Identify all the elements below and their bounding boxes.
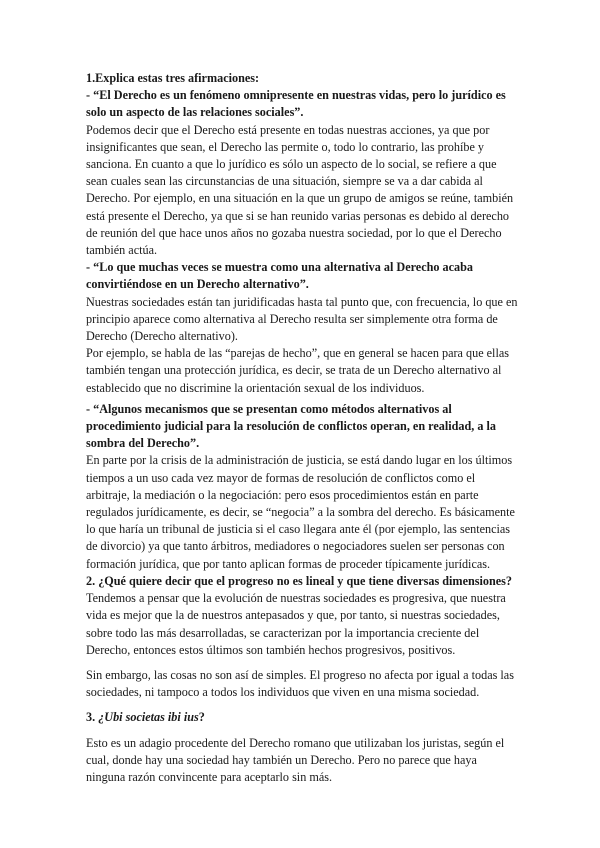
question-3-mark: ?: [198, 710, 205, 725]
statement-1-heading: - “El Derecho es un fenómeno omnipresente en nuestras vidas, pero lo jurídico es solo un aspecto de las relaciones sociales”.: [86, 88, 506, 120]
statement-2-answer-1: Nuestras sociedades están tan juridificadas hasta tal punto que, con frecuencia, lo que en principio aparece como alternativa al Derecho resulta ser simplemente otra forma de Derecho (Derecho alternativo).: [86, 294, 518, 344]
question-1-heading: 1.Explica estas tres afirmaciones:: [86, 71, 260, 85]
statement-3-answer: En parte por la crisis de la administración de justicia, se está dando lugar en los últimos tiempos a un uso cada vez mayor de formas de resolución de conflictos como el arbitraje, la mediación o la negociación: pero esos procedimientos están en parte regulados jurídicamente, es decir, se “negocia” a la sombra del derecho. Es básicamente lo que haría un tribunal de justicia si el caso llegara ante él (por ejemplo, las sentencias de divorcio) ya que tanto árbitros, mediadores o negociadores suelen ser personas con formación jurídica, que por tanto aplican formas de proceder típicamente jurídicas.: [86, 453, 515, 571]
document-page: [86, 70, 518, 786]
question-3-latin-phrase: ¿Ubi societas ibi ius: [98, 710, 199, 725]
question-2-heading: 2. ¿Qué quiere decir que el progreso no es lineal y que tiene diversas dimensiones?: [86, 573, 513, 588]
question-2-answer-1: Tendemos a pensar que la evolución de nuestras sociedades es progresiva, que nuestra vida es mejor que la de nuestros antepasados y que, por tanto, si nuestras sociedades, sobre todo las más desarrolladas, se caracterizan por la importancia creciente del Derecho, entonces estos últimos son también hechos progresivos, positivos.: [86, 591, 506, 657]
statement-3-heading: - “Algunos mecanismos que se presentan como métodos alternativos al procedimiento judicial para la resolución de conflictos operan, en realidad, a la sombra del Derecho”.: [86, 401, 496, 451]
question-3-answer: Esto es un adagio procedente del Derecho romano que utilizaban los juristas, según el cual, donde hay una sociedad hay también un Derecho. Pero no parece que haya ninguna razón convincente para aceptarlo sin más.: [86, 735, 505, 784]
question-3-heading: [86, 709, 518, 726]
statement-1-answer: Podemos decir que el Derecho está presente en todas nuestras acciones, ya que por insignificantes que sean, el Derecho las permite o, todo lo contrario, las prohíbe y sanciona. En cuanto a que lo jurídico es sólo un aspecto de lo social, se refiere a que sean cuales sean las circunstancias de una situación, siempre se va a dar cabida al Derecho. Por ejemplo, en una situación en la que un grupo de amigos se reúne, también está presente el Derecho, ya que si se han reunido varias personas es debido al derecho de reunión del que hace unos años no gozaba nuestra sociedad, por lo que el Derecho también actúa.: [86, 122, 514, 258]
statement-2-heading: - “Lo que muchas veces se muestra como una alternativa al Derecho acaba convirtiéndose en un Derecho alternativo”.: [86, 260, 474, 292]
question-3-number: 3.: [86, 710, 99, 725]
statement-2-answer-2: Por ejemplo, se habla de las “parejas de hecho”, que en general se hacen para que ellas también tengan una protección jurídica, es decir, se trata de un Derecho alternativo al establecido que no discrimine la orientación sexual de los individuos.: [86, 346, 509, 395]
question-2-answer-2: Sin embargo, las cosas no son así de simples. El progreso no afecta por igual a todas las sociedades, ni tampoco a todos los individuos que viven en una misma sociedad.: [86, 667, 514, 700]
